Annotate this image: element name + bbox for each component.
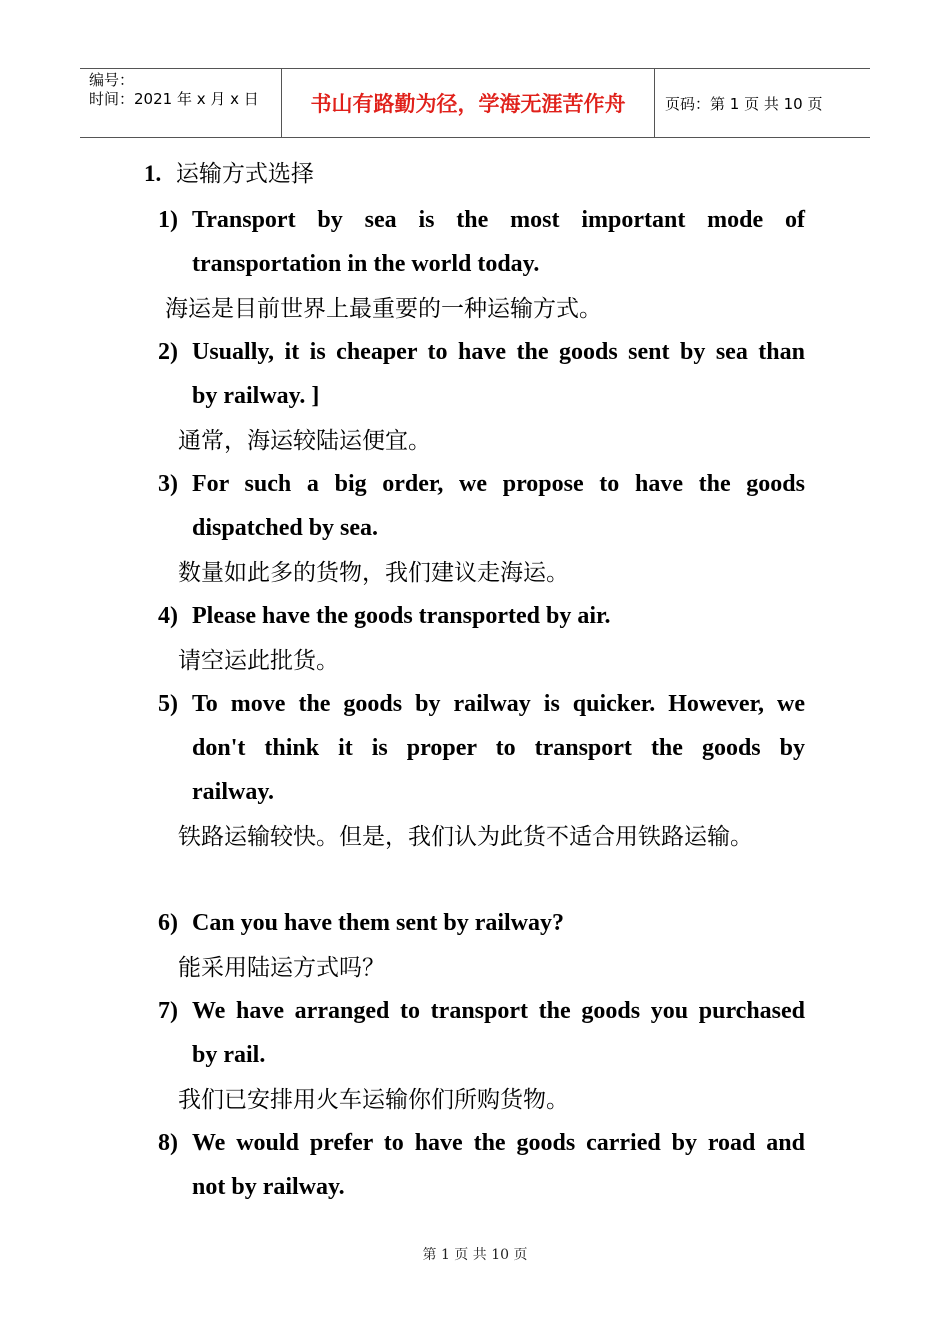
- header-page-cell: [655, 69, 870, 137]
- item-number: 8): [158, 1130, 178, 1156]
- page-footer: 第 1 页 共 10 页: [422, 1247, 528, 1263]
- item-english-line: dispatched by sea.: [192, 515, 379, 541]
- item-number: 1): [158, 207, 178, 233]
- motto-text: 书山有路勤为径，学海无涯苦作舟: [310, 92, 626, 116]
- item-english-line: railway.: [192, 779, 274, 805]
- item-english-line: We have arranged to transport the goods you purchased: [192, 998, 805, 1024]
- item-english-line: not by railway.: [192, 1174, 345, 1200]
- item-number: 4): [158, 603, 178, 629]
- section-title: 运输方式选择: [175, 161, 314, 187]
- item-english-line: by railway. ]: [192, 383, 320, 409]
- item-chinese-translation: 通常，海运较陆运便宜。: [178, 428, 431, 454]
- item-english-line: For such a big order, we propose to have the goods: [192, 471, 805, 497]
- item-english-line: don't think it is proper to transport the goods by: [192, 735, 805, 761]
- item-chinese-translation: 海运是目前世界上最重要的一种运输方式。: [165, 296, 602, 322]
- item-english-line: Usually, it is cheaper to have the goods sent by sea than: [192, 339, 805, 365]
- header-meta-cell: [80, 69, 282, 137]
- item-english-line: Transport by sea is the most important mode of: [192, 207, 805, 233]
- header-motto-cell: [282, 69, 655, 137]
- date-line: 时间：2021 年 x 月 x 日: [89, 90, 259, 108]
- item-number: 3): [158, 471, 178, 497]
- item-chinese-translation: 数量如此多的货物，我们建议走海运。: [178, 560, 569, 586]
- item-english-line: transportation in the world today.: [192, 251, 540, 277]
- item-english-line: by rail.: [192, 1042, 266, 1068]
- header-page-info: 页码：第 1 页 共 10 页: [665, 95, 823, 113]
- item-number: 7): [158, 998, 178, 1024]
- section-number: 1.: [144, 161, 162, 186]
- item-number: 6): [158, 910, 178, 936]
- item-english-line: To move the goods by railway is quicker. However, we: [192, 691, 805, 717]
- item-number: 5): [158, 691, 178, 717]
- item-english-line: We would prefer to have the goods carried by road and: [192, 1130, 805, 1156]
- item-chinese-translation: 请空运此批货。: [178, 648, 339, 674]
- item-chinese-translation: 铁路运输较快。但是，我们认为此货不适合用铁路运输。: [178, 824, 753, 850]
- item-number: 2): [158, 339, 178, 365]
- document-header: [80, 68, 870, 138]
- item-chinese-translation: 我们已安排用火车运输你们所购货物。: [178, 1087, 569, 1113]
- item-english-line: Please have the goods transported by air.: [192, 603, 611, 629]
- item-chinese-translation: 能采用陆运方式吗？: [178, 955, 385, 981]
- item-english-line: Can you have them sent by railway?: [192, 910, 565, 936]
- section-heading: [144, 158, 314, 190]
- serial-number-label: 编号：: [89, 71, 135, 89]
